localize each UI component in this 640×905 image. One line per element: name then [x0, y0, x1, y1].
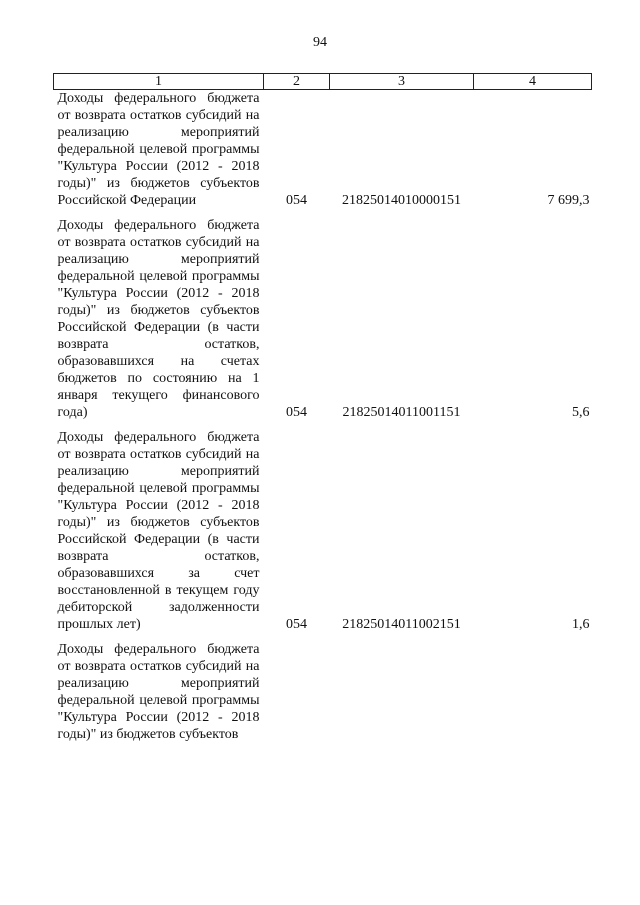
row-kbk-code: 21825014011002151 [342, 617, 461, 632]
header-col-3: 3 [330, 74, 474, 90]
table-row [54, 90, 592, 210]
row-admin-code: 054 [286, 617, 307, 632]
row-description: Доходы федерального бюджета от возврата остатков субсидий на реализацию мероприятий федеральной целевой программы "Культура России (2012 - 2018 годы)" из бюджетов субъектов Российской Федерации (в части возврата остатков, образовавшихся на счетах бюджетов по состоянию на 1 января текущего финансового года) [57, 218, 260, 420]
row-admin-code [264, 641, 330, 743]
row-spacer [54, 421, 592, 429]
table-row [54, 217, 592, 421]
table-body [54, 90, 592, 744]
header-col-1: 1 [54, 74, 264, 90]
row-spacer [54, 209, 592, 217]
row-description: Доходы федерального бюджета от возврата остатков субсидий на реализацию мероприятий федеральной целевой программы "Культура России (2012 - 2018 годы)" из бюджетов субъектов [57, 642, 260, 742]
row-description: Доходы федерального бюджета от возврата остатков субсидий на реализацию мероприятий федеральной целевой программы "Культура России (2012 - 2018 годы)" из бюджетов субъектов Российской Федерации [57, 91, 260, 208]
row-description: Доходы федерального бюджета от возврата остатков субсидий на реализацию мероприятий федеральной целевой программы "Культура России (2012 - 2018 годы)" из бюджетов субъектов Российской Федерации (в части возврата остатков, образовавшихся за счет восстановленной в текущем году дебиторской задолженности прошлых лет) [57, 430, 260, 632]
row-admin-code: 054 [286, 405, 307, 420]
budget-table [53, 73, 592, 743]
row-spacer [54, 633, 592, 641]
table-row [54, 641, 592, 743]
row-amount: 7 699,3 [547, 193, 590, 208]
header-col-4: 4 [474, 74, 592, 90]
table-header [54, 74, 592, 90]
row-kbk-code [330, 641, 474, 743]
row-kbk-code: 21825014011001151 [342, 405, 461, 420]
row-admin-code: 054 [286, 193, 307, 208]
row-amount: 1,6 [572, 617, 590, 632]
row-amount: 5,6 [572, 405, 590, 420]
page-number: 94 [313, 35, 327, 50]
header-row [54, 74, 592, 90]
table-row [54, 429, 592, 633]
row-kbk-code: 21825014010000151 [342, 193, 461, 208]
row-amount [474, 641, 592, 743]
header-col-2: 2 [264, 74, 330, 90]
